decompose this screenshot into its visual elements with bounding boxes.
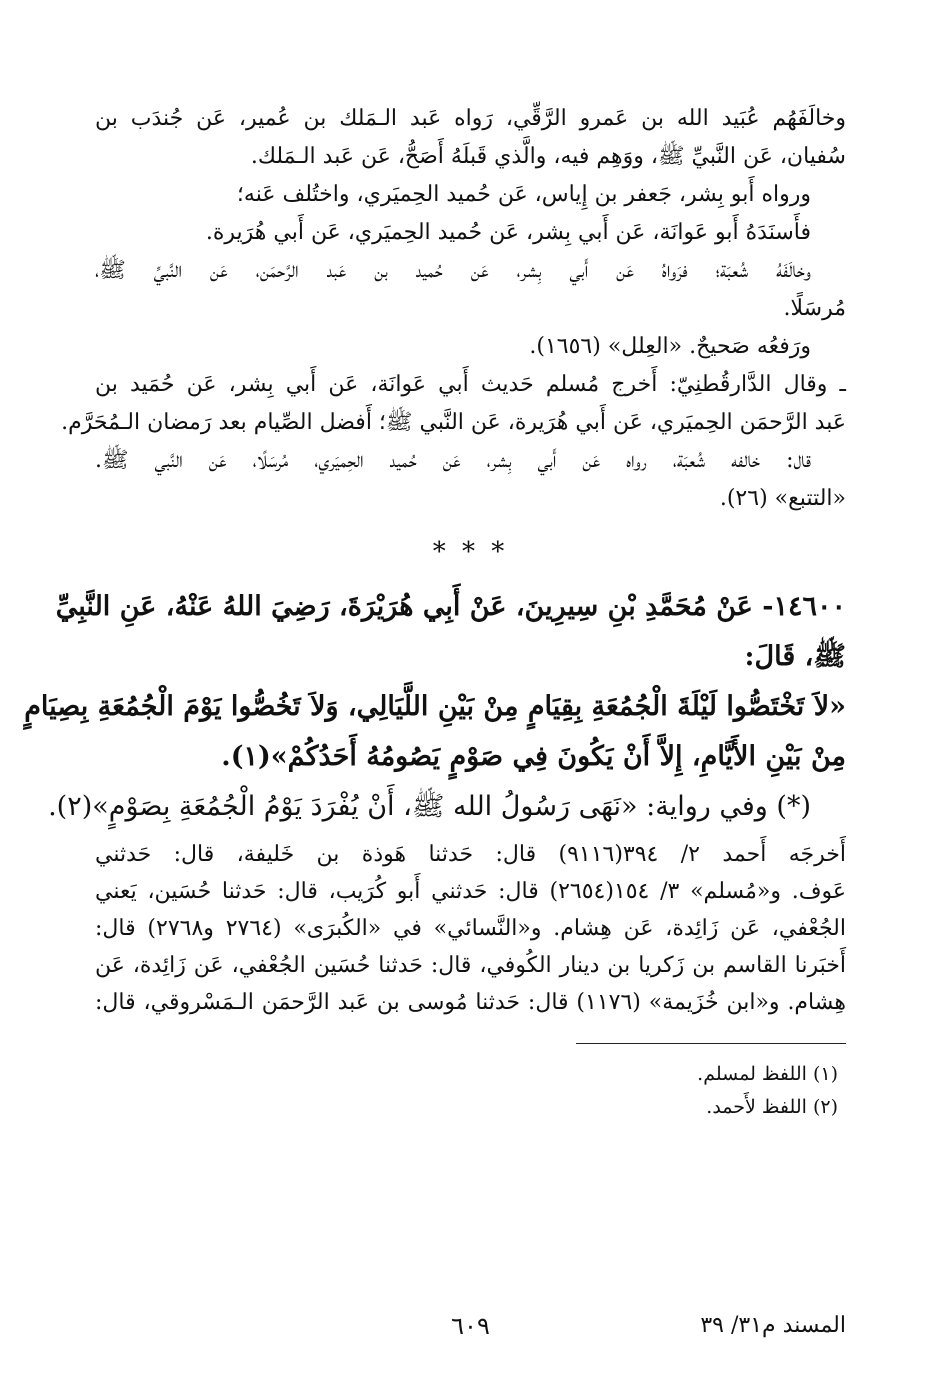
hadith-section xyxy=(24,582,846,832)
footnote-divider xyxy=(576,1043,846,1044)
source-line: الجُعْفي، عَن زَائِدة، عَن هِشام. و«النَّسائي» في «الكُبرَى» (٢٧٦٤ و٢٧٦٨) قال: xyxy=(95,916,846,941)
text-line: «التتبع» (٢٦). xyxy=(719,486,846,511)
page-number: ٦٠٩ xyxy=(451,1312,490,1340)
source-line: عَوف. و«مُسلم» ٣/ ١٥٤(٢٦٥٤) قال: حَدثني أَبو كُرَيب، قال: حَدثنا حُسَين، يَعني xyxy=(95,879,847,904)
hadith-line: مِنْ بَيْنِ الأَيَّامِ، إِلاَّ أَنْ يَكُونَ فِي صَوْمٍ يَصُومُهُ أَحَدُكُمْ»(١). xyxy=(221,741,846,772)
text-line: مُرسَلًا. xyxy=(783,296,846,321)
footnote-item: (١) اللفظ لمسلم. xyxy=(697,1063,838,1085)
text-line: ورَفعُه صَحيحٌ. «العِلل» (١٦٥٦). xyxy=(529,334,811,359)
text-line: وخالَفَهُ شُعبَة؛ فرَواهُ عَن أَبي بِشر، عَن حُميد بن عَبد الرَّحمَن، عَن النَّبيِّ ﷺ، xyxy=(95,258,811,283)
page-footer xyxy=(95,1306,846,1346)
text-line: ورواه أَبو بِشر، جَعفر بن إِياس، عَن حُميد الحِميَري، واختُلف عَنه؛ xyxy=(236,182,811,207)
intro-section xyxy=(61,100,846,518)
text-line: ـ وقال الدَّارقُطنِيّ: أَخرج مُسلم حَديث أَبي عَوانَة، عَن أَبي بِشر، عَن حُمَيد بن xyxy=(95,372,846,397)
text-line: قال: خالفه شُعبَة، رواه عَن أَبي بِشر، عَن حُميد الحِميَري، مُرسَلًا، عَن النَّبي ﷺ. xyxy=(95,448,811,473)
page-body xyxy=(24,100,847,1356)
source-line: أَخبَرنا القاسم بن زَكريا بن دينار الكُوفي، قال: حَدثنا حُسَين الجُعْفي، عَن زَائِدة، عَن xyxy=(95,953,846,978)
footnotes xyxy=(95,1058,846,1124)
text-line: سُفيان، عَن النَّبيِّ ﷺ، ووَهِم فيه، والَّذي قَبلَهُ أَصَحُّ، عَن عَبد الـمَلك. xyxy=(250,144,846,169)
volume-signature: المسند م٣١/ ٣٩ xyxy=(700,1313,846,1338)
text-line: فأَسنَدَهُ أَبو عَوانَة، عَن أَبي بِشر، عَن حُميد الحِميَري، عَن أَبي هُرَيرة. xyxy=(205,220,811,245)
hadith-line: «لاَ تَخْتَصُّوا لَيْلَةَ الْجُمُعَةِ بِقِيَامٍ مِنْ بَيْنِ اللَّيَالِي، وَلاَ تَخُصُّوا يَوْمَ الْجُمُعَةِ بِصِيَامٍ xyxy=(24,691,846,722)
footnote-item: (٢) اللفظ لأَحمد. xyxy=(706,1096,838,1118)
text-line: وخالَفَهُم عُبَيد الله بن عَمرو الرَّقِّي، رَواه عَبد الـمَلك بن عُمير، عَن جُندَب بن xyxy=(95,106,846,131)
source-line: هِشام. و«ابن خُزَيمة» (١١٧٦) قال: حَدثنا مُوسى بن عَبد الرَّحمَن الـمَسْروقي، قال: xyxy=(95,990,846,1015)
hadith-line: ﷺ، قَالَ: xyxy=(744,641,846,672)
text-line: عَبد الرَّحمَن الحِميَري، عَن أَبي هُرَيرة، عَن النَّبي ﷺ؛ أَفضل الصِّيام بعد رَمضان الـمُحَرَّم. xyxy=(61,410,846,435)
source-line: أَخرجَه أَحمد ٢/ ٣٩٤(٩١١٦) قال: حَدثنا هَوذة بن خَليفة، قال: حَدثني xyxy=(95,842,846,867)
hadith-line: ١٤٦٠٠- عَنْ مُحَمَّدِ بْنِ سِيرِينَ، عَنْ أَبِي هُرَيْرَةَ، رَضِيَ اللهُ عَنْهُ، عَنِ النَّبِيِّ xyxy=(55,591,846,622)
hadith-variant-line: (*) وفي رواية: «نَهَى رَسُولُ الله ﷺ، أَنْ يُفْرَدَ يَوْمُ الْجُمُعَةِ بِصَوْمٍ»(٢). xyxy=(48,791,811,822)
sources-section xyxy=(95,836,846,1021)
section-separator: * * * xyxy=(432,537,509,567)
